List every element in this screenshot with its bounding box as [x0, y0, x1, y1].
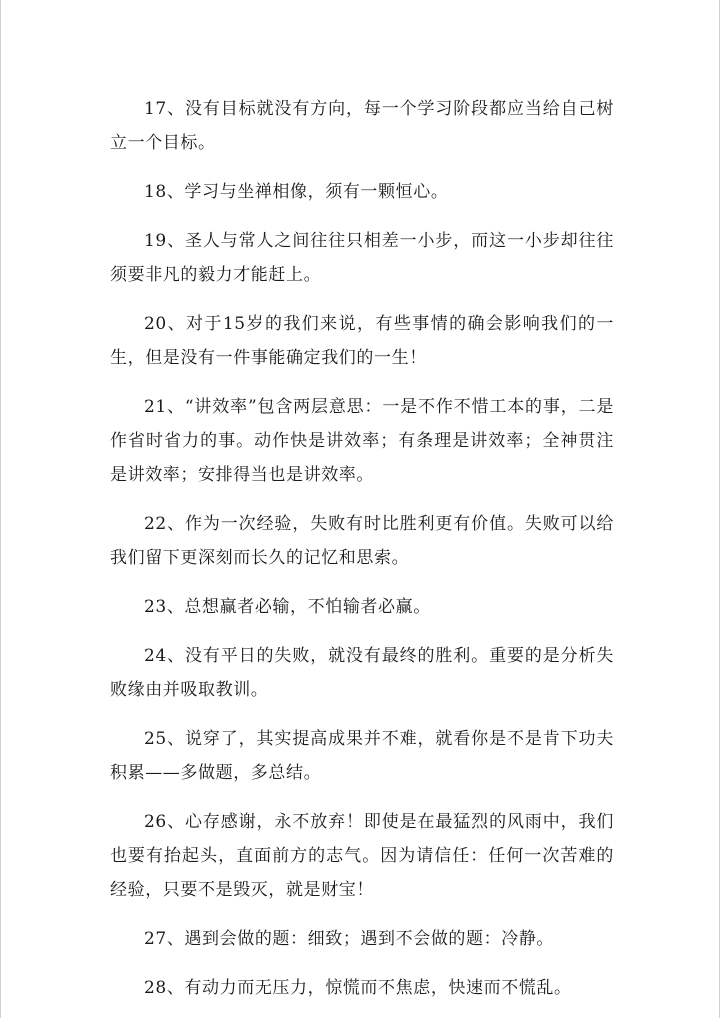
paragraph-21: 21、“讲效率”包含两层意思：一是不作不惜工本的事，二是作省时省力的事。动作快是讲效率；有条理是讲效率；全神贯注是讲效率；安排得当也是讲效率。 — [110, 397, 614, 485]
paragraph-18: 18、学习与坐禅相像，须有一颗恒心。 — [144, 182, 449, 202]
paragraph-23: 23、总想赢者必输，不怕输者必赢。 — [144, 597, 431, 617]
paragraph-26: 26、心存感谢，永不放弃！即使是在最猛烈的风雨中，我们也要有抬起头，直面前方的志气。因为请信任：任何一次苦难的经验，只要不是毁灭，就是财宝！ — [110, 812, 614, 900]
document-body — [110, 92, 614, 1020]
paragraph-17: 17、没有目标就没有方向，每一个学习阶段都应当给自己树立一个目标。 — [110, 99, 614, 153]
paragraph-27: 27、遇到会做的题：细致；遇到不会做的题：冷静。 — [144, 929, 555, 949]
paragraph-20: 20、对于15岁的我们来说，有些事情的确会影响我们的一生，但是没有一件事能确定我们的一生！ — [110, 314, 614, 368]
paragraph-22: 22、作为一次经验，失败有时比胜利更有价值。失败可以给我们留下更深刻而长久的记忆和思索。 — [110, 514, 614, 568]
paragraph-28: 28、有动力而无压力，惊慌而不焦虑，快速而不慌乱。 — [144, 978, 572, 998]
paragraph-24: 24、没有平日的失败，就没有最终的胜利。重要的是分析失败缘由并吸取教训。 — [110, 646, 614, 700]
paragraph-19: 19、圣人与常人之间往往只相差一小步，而这一小步却往往须要非凡的毅力才能赶上。 — [110, 231, 614, 285]
paragraph-25: 25、说穿了，其实提高成果并不难，就看你是不是肯下功夫积累——多做题，多总结。 — [110, 729, 614, 783]
